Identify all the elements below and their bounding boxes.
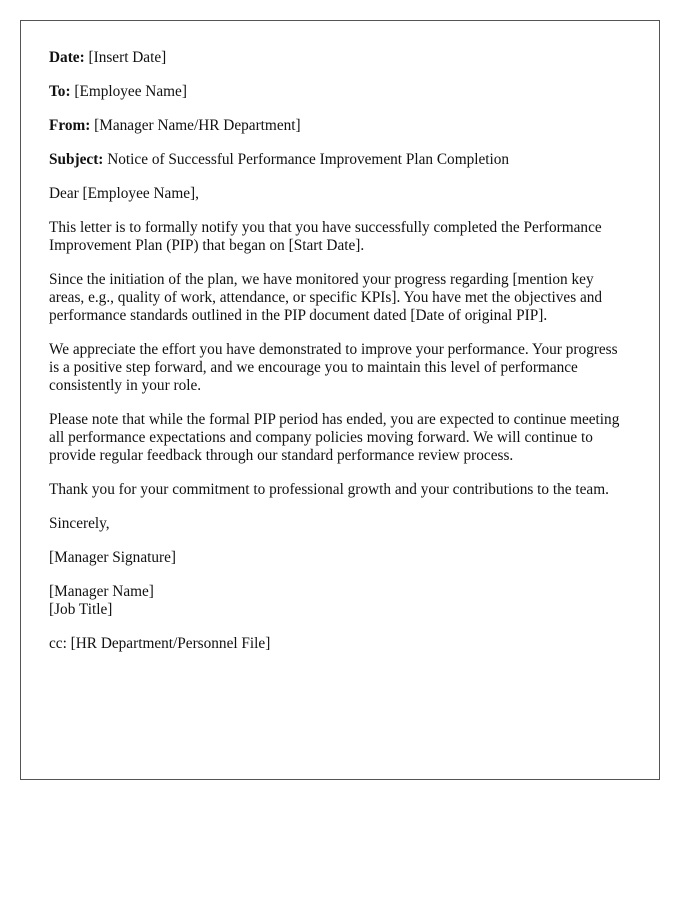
date-line [49,49,631,67]
from-value: [Manager Name/HR Department] [94,117,301,134]
to-line [49,83,631,101]
from-line [49,117,631,135]
body-paragraph-4: Please note that while the formal PIP period has ended, you are expected to continue meeting all performance expectations and company policies moving forward. We will continue to provide regular feedback through our standard performance review process. [49,411,620,464]
salutation: Dear [Employee Name], [49,185,199,202]
from-label: From: [49,117,91,134]
letter-page [20,20,660,780]
signer-name: [Manager Name] [49,583,154,600]
body-paragraph-2: Since the initiation of the plan, we have monitored your progress regarding [mention key areas, e.g., quality of work, attendance, or specific KPIs]. You have met the objectives and performance standards outlined in the PIP document dated [Date of original PIP]. [49,271,603,324]
to-label: To: [49,83,71,100]
body-paragraph-3: We appreciate the effort you have demonstrated to improve your performance. Your progress is a positive step forward, and we encourage you to maintain this level of performance consistently in your role. [49,341,618,394]
subject-value: Notice of Successful Performance Improvement Plan Completion [107,151,510,168]
sign-off: Sincerely, [49,515,110,532]
subject-label: Subject: [49,151,104,168]
signature: [Manager Signature] [49,549,176,566]
date-value: [Insert Date] [88,49,167,66]
signer-title: [Job Title] [49,601,113,618]
subject-line [49,151,631,169]
to-value: [Employee Name] [74,83,187,100]
date-label: Date: [49,49,85,66]
signer-block [49,583,631,619]
cc-line: cc: [HR Department/Personnel File] [49,635,271,652]
body-paragraph-5: Thank you for your commitment to professional growth and your contributions to the team. [49,481,609,498]
body-paragraph-1: This letter is to formally notify you that you have successfully completed the Performance Improvement Plan (PIP) that began on [Start Date]. [49,219,602,254]
